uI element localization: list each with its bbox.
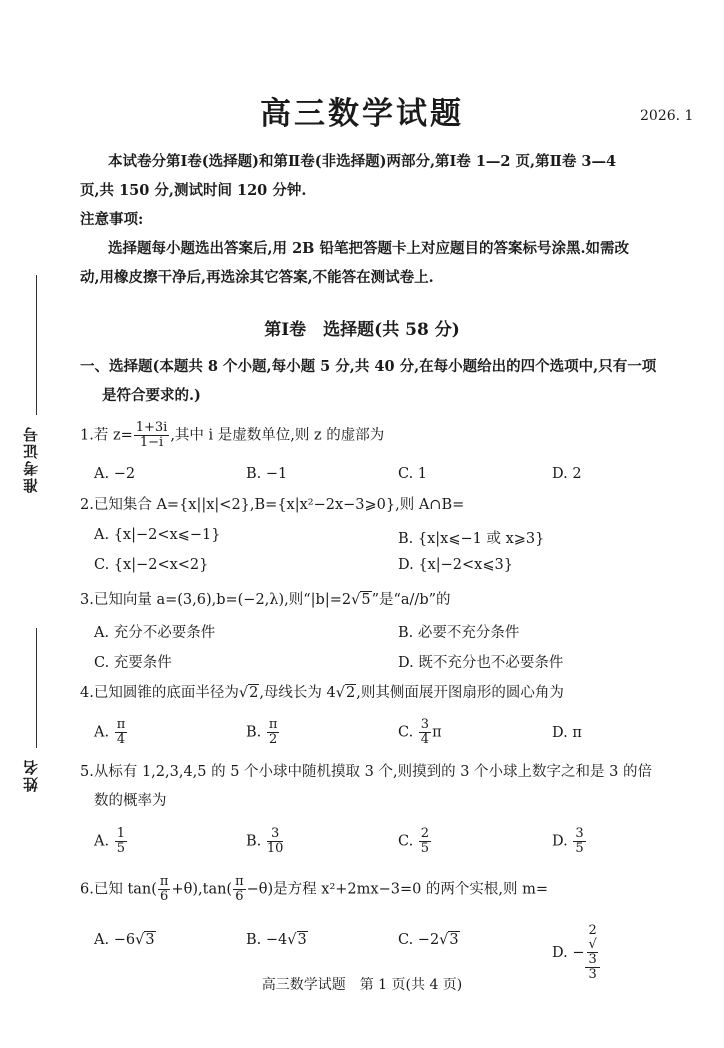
page-footer: 高三数学试题 第 1 页(共 4 页) bbox=[261, 977, 463, 993]
question-6: 6.已知 tan( $\frac{\pi}{6}$ +θ),tan( $\frac{\pi}{6}$ −θ)是方程 x²+2mx−3=0 的两个实根,则 m= bbox=[80, 874, 549, 904]
q1-option-a[interactable]: A. −2 bbox=[94, 466, 136, 482]
part-heading-line-2: 是符合要求的.) bbox=[102, 387, 201, 404]
exam-number-label: 准考证号 bbox=[22, 425, 40, 493]
question-3: 3.已知向量 a=(3,6),b=(−2,λ),则“|b|=2√5”是“a//b”的 bbox=[80, 592, 451, 608]
q6-option-b[interactable]: B. −4√3 bbox=[246, 932, 307, 948]
q5-option-a[interactable]: A. $\frac{1}{5}$ bbox=[94, 826, 125, 856]
q1-option-c[interactable]: C. 1 bbox=[398, 466, 428, 482]
section-title: 第Ⅰ卷 选择题(共 58 分) bbox=[264, 320, 460, 340]
notice-line-1: 选择题每小题选出答案后,用 2B 铅笔把答题卡上对应题目的答案标号涂黑.如需改 bbox=[108, 240, 630, 257]
q5-option-b[interactable]: B. $\frac{3}{10}$ bbox=[246, 826, 284, 856]
question-4: 4.已知圆锥的底面半径为√2,母线长为 4√2,则其侧面展开图扇形的圆心角为 bbox=[80, 685, 564, 701]
exam-number-line bbox=[36, 275, 37, 415]
q1-option-d[interactable]: D. 2 bbox=[552, 466, 582, 482]
notice-line-2: 动,用橡皮擦干净后,再选涂其它答案,不能答在测试卷上. bbox=[80, 269, 434, 286]
q3-option-c[interactable]: C. 充要条件 bbox=[94, 655, 172, 671]
part-heading-line-1: 一、选择题(本题共 8 个小题,每小题 5 分,共 40 分,在每小题给出的四个选项中,只有一项 bbox=[80, 358, 657, 375]
q5-option-c[interactable]: C. $\frac{2}{5}$ bbox=[398, 826, 430, 856]
q3-option-d[interactable]: D. 既不充分也不必要条件 bbox=[398, 655, 564, 671]
q2-option-c[interactable]: C. {x|−2<x<2} bbox=[94, 557, 209, 573]
question-5-line-1: 5.从标有 1,2,3,4,5 的 5 个小球中随机摸取 3 个,则摸到的 3 个小球上数字之和是 3 的倍 bbox=[80, 764, 652, 780]
q5-option-d[interactable]: D. $\frac{3}{5}$ bbox=[552, 826, 584, 856]
q2-option-b[interactable]: B. {x|x⩽−1 或 x⩾3} bbox=[398, 531, 545, 547]
name-label: 姓名 bbox=[22, 758, 40, 792]
q6-option-a[interactable]: A. −6√3 bbox=[94, 932, 155, 948]
q4-option-a[interactable]: A. $\frac{\pi}{4}$ bbox=[94, 717, 126, 747]
question-1: 1.若 z= $\frac{1+3i}{1-i}$ ,其中 i 是虚数单位,则 z 的虚部为 bbox=[80, 420, 385, 450]
name-line bbox=[36, 628, 37, 748]
question-2: 2.已知集合 A={x||x|<2},B={x|x²−2x−3⩾0},则 A∩B= bbox=[80, 497, 465, 513]
question-5-line-2: 数的概率为 bbox=[94, 793, 167, 809]
q6-option-d[interactable]: D. − 2 √ 3 3 bbox=[552, 924, 601, 982]
page-title: 高三数学试题 bbox=[260, 96, 464, 132]
notice-heading: 注意事项: bbox=[80, 211, 144, 228]
q3-option-b[interactable]: B. 必要不充分条件 bbox=[398, 625, 520, 641]
q6-option-c[interactable]: C. −2√3 bbox=[398, 932, 459, 948]
exam-date: 2026. 1 bbox=[640, 108, 694, 124]
q4-option-c[interactable]: C. $\frac{3}{4}$ π bbox=[398, 717, 442, 747]
q4-option-b[interactable]: B. $\frac{\pi}{2}$ bbox=[246, 717, 278, 747]
q4-option-d[interactable]: D. π bbox=[552, 725, 582, 741]
q1-option-b[interactable]: B. −1 bbox=[246, 466, 288, 482]
q2-option-a[interactable]: A. {x|−2<x⩽−1} bbox=[94, 527, 221, 543]
q2-option-d[interactable]: D. {x|−2<x⩽3} bbox=[398, 557, 513, 573]
intro-line-1: 本试卷分第Ⅰ卷(选择题)和第Ⅱ卷(非选择题)两部分,第Ⅰ卷 1—2 页,第Ⅱ卷 3—4 bbox=[108, 153, 617, 170]
intro-line-2: 页,共 150 分,测试时间 120 分钟. bbox=[80, 182, 307, 199]
q3-option-a[interactable]: A. 充分不必要条件 bbox=[94, 625, 216, 641]
